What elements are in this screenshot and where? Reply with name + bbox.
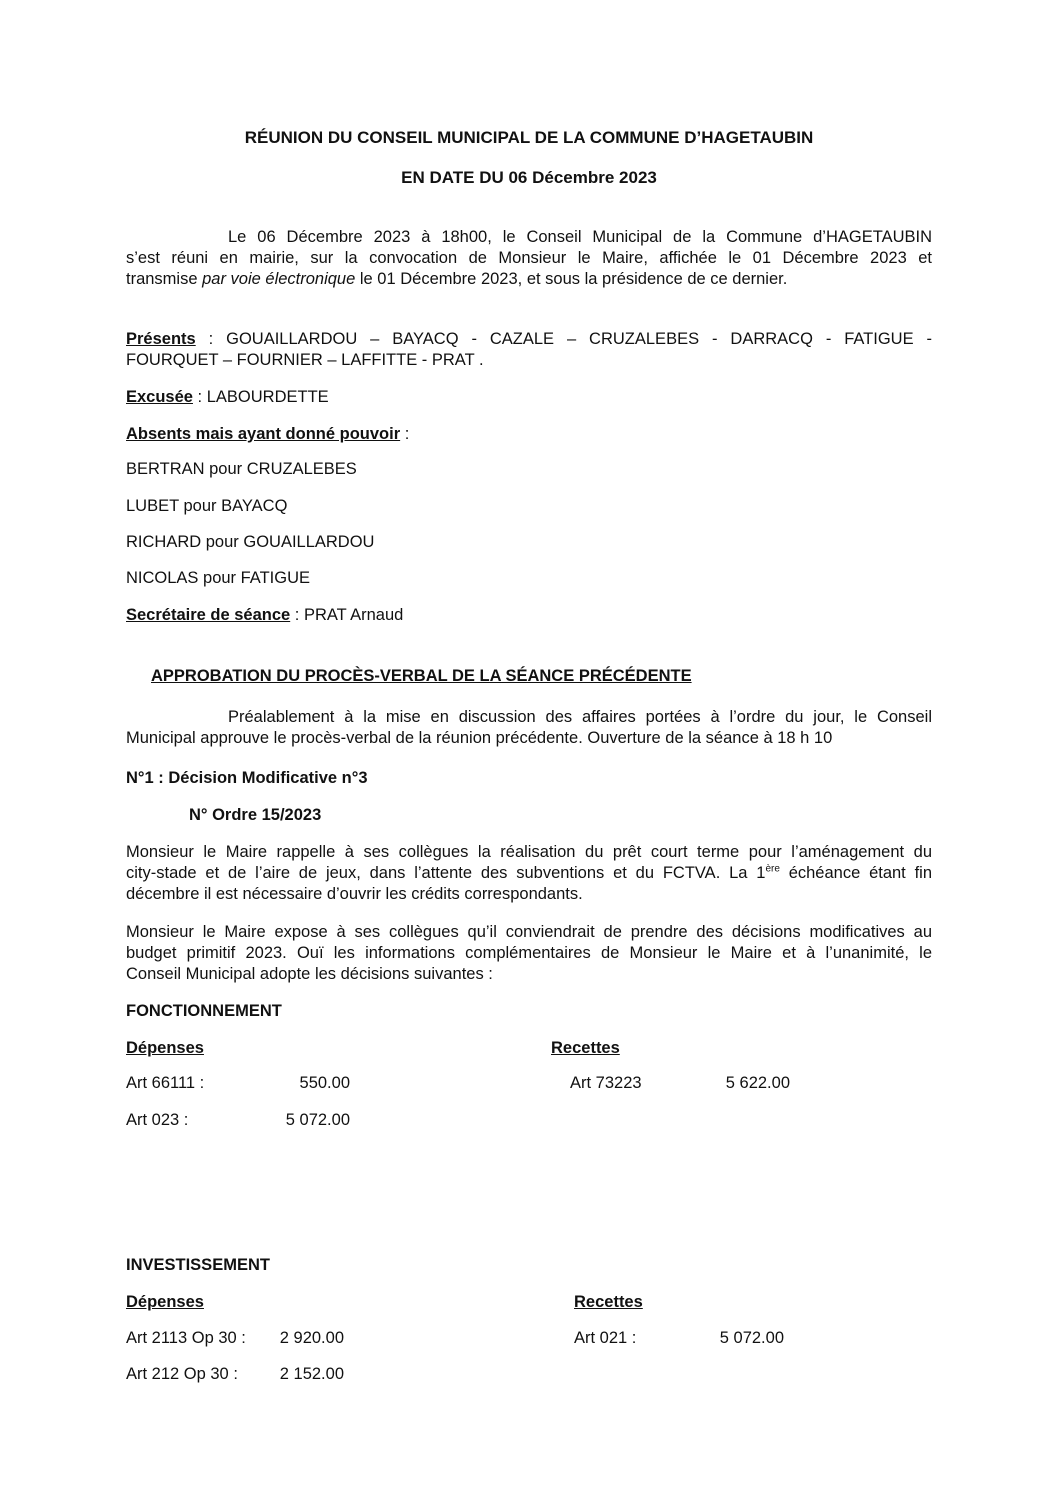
presents-line: Présents : GOUAILLARDOU – BAYACQ - CAZALE – CRUZALEBES - DARRACQ - FATIGUE - xyxy=(126,330,932,348)
secretaire-line: Secrétaire de séance : PRAT Arnaud xyxy=(126,606,404,624)
fonctionnement-heading: FONCTIONNEMENT xyxy=(126,1002,282,1020)
excusee-label: Excusée xyxy=(126,388,193,406)
decision-heading: N°1 : Décision Modificative n°3 xyxy=(126,769,368,787)
intro-paragraph xyxy=(126,227,932,290)
approbation-heading: APPROBATION DU PROCÈS-VERBAL DE LA SÉANCE PRÉCÉDENTE xyxy=(151,667,692,685)
depense-article: Art 023 : xyxy=(126,1111,189,1129)
excusee-line: Excusée : LABOURDETTE xyxy=(126,388,329,406)
depense-article: Art 212 Op 30 : xyxy=(126,1365,238,1383)
proxy-item: NICOLAS pour FATIGUE xyxy=(126,569,310,587)
fonctionnement-recettes-label: Recettes xyxy=(551,1039,620,1057)
investissement-heading: INVESTISSEMENT xyxy=(126,1256,270,1274)
approbation-line: Municipal approuve le procès-verbal de la réunion précédente. Ouverture de la séance à 18 h 10 xyxy=(126,729,833,747)
depense-article: Art 66111 : xyxy=(126,1074,205,1092)
superscript: ère xyxy=(765,863,780,875)
depense-amount: 2 920.00 xyxy=(279,1329,344,1347)
approbation-paragraph xyxy=(126,707,932,749)
decision-paragraph-2 xyxy=(126,922,932,985)
proxy-item: LUBET pour BAYACQ xyxy=(126,497,288,515)
decision-paragraph-1 xyxy=(126,842,932,905)
decision-ordre: N° Ordre 15/2023 xyxy=(189,806,322,824)
intro-line: Le 06 Décembre 2023 à 18h00, le Conseil Municipal de la Commune d’HAGETAUBIN xyxy=(228,228,932,246)
secretaire-label: Secrétaire de séance xyxy=(126,606,291,624)
document-title: RÉUNION DU CONSEIL MUNICIPAL DE LA COMMUNE D’HAGETAUBIN xyxy=(244,128,814,147)
depense-amount: 2 152.00 xyxy=(279,1365,344,1383)
absents-heading: Absents mais ayant donné pouvoir : xyxy=(126,425,410,443)
depense-amount: 5 072.00 xyxy=(285,1111,350,1129)
decision-line: Conseil Municipal adopte les décisions suivantes : xyxy=(126,965,493,983)
decision-line: city-stade et de l’aire de jeux, dans l’attente des subventions et du FCTVA. La 1ère échéance étant fin xyxy=(126,863,933,882)
decision-line: décembre il est nécessaire d’ouvrir les crédits correspondants. xyxy=(126,885,583,903)
intro-line: transmise par voie électronique le 01 Décembre 2023, et sous la présidence de ce dernier. xyxy=(126,270,788,288)
document-date-title: EN DATE DU 06 Décembre 2023 xyxy=(401,168,657,187)
recette-article: Art 73223 xyxy=(570,1074,642,1092)
recette-amount: 5 072.00 xyxy=(719,1329,784,1347)
proxy-item: BERTRAN pour CRUZALEBES xyxy=(126,460,357,478)
presents-label: Présents xyxy=(126,330,196,348)
investissement-depenses-label: Dépenses xyxy=(126,1293,204,1311)
intro-italic: par voie électronique xyxy=(202,270,356,288)
recette-amount: 5 622.00 xyxy=(725,1074,790,1092)
decision-line: budget primitif 2023. Ouï les informations complémentaires de Monsieur le Maire et à l’unanimité, le xyxy=(126,944,932,962)
approbation-line: Préalablement à la mise en discussion des affaires portées à l’ordre du jour, le Conseil xyxy=(228,708,932,726)
decision-line: Monsieur le Maire expose à ses collègues qu’il conviendrait de prendre des décisions modificatives au xyxy=(126,923,932,941)
depense-amount: 550.00 xyxy=(299,1074,350,1092)
intro-line: s’est réuni en mairie, sur la convocation de Monsieur le Maire, affichée le 01 Décembre 2023 et xyxy=(126,249,932,267)
investissement-recettes-label: Recettes xyxy=(574,1293,643,1311)
fonctionnement-depenses-label: Dépenses xyxy=(126,1039,204,1057)
depense-article: Art 2113 Op 30 : xyxy=(126,1329,246,1347)
proxy-item: RICHARD pour GOUAILLARDOU xyxy=(126,533,375,551)
decision-line: Monsieur le Maire rappelle à ses collègues la réalisation du prêt court terme pour l’aménagement du xyxy=(126,843,932,861)
presents-line: FOURQUET – FOURNIER – LAFFITTE - PRAT . xyxy=(126,351,484,369)
absents-label: Absents mais ayant donné pouvoir xyxy=(126,425,401,443)
presents-block xyxy=(126,329,932,371)
recette-article: Art 021 : xyxy=(574,1329,637,1347)
